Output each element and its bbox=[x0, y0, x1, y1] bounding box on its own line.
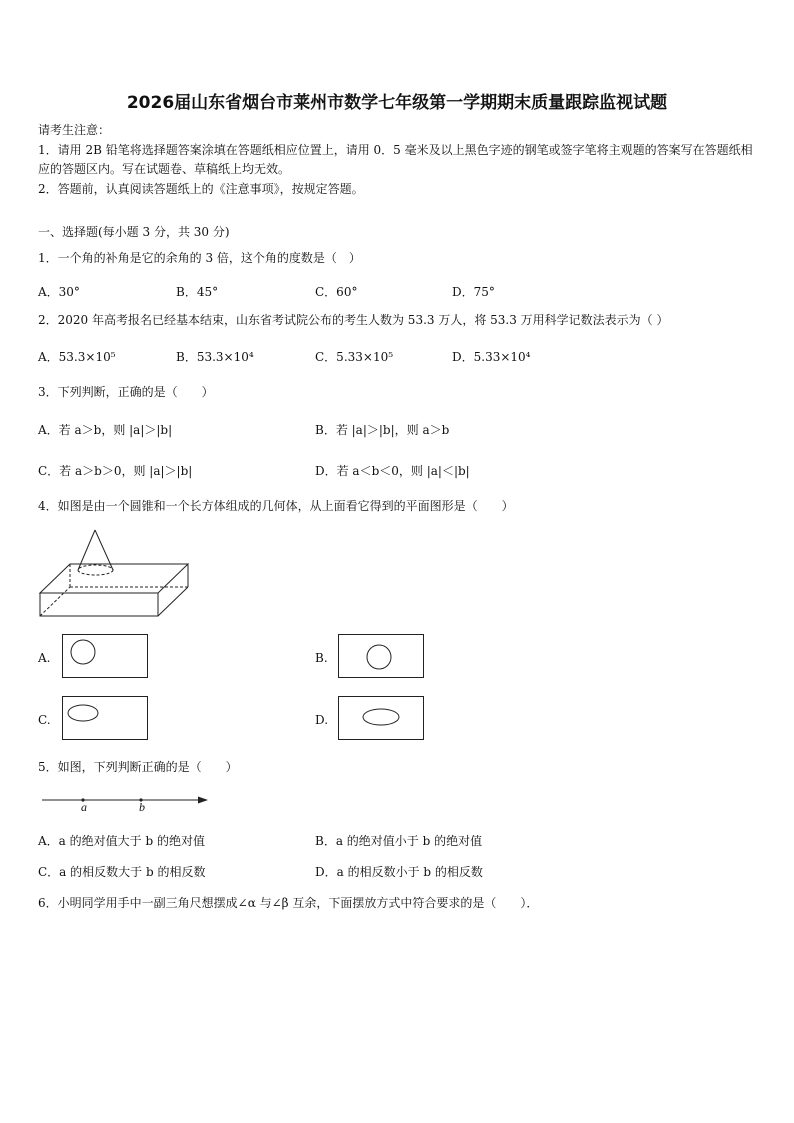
q2-stem: 2．2020 年高考报名已经基本结束，山东省考试院公布的考生人数为 53.3 万人，将 53.3 万用科学记数法表示为（ ） bbox=[38, 313, 669, 327]
q4-option-a-figure bbox=[62, 634, 148, 678]
q1-option-d: D．75° bbox=[452, 285, 495, 299]
q3-option-b: B．若 |a|＞|b|，则 a＞b bbox=[315, 423, 450, 437]
notice-heading: 请考生注意： bbox=[38, 123, 111, 137]
notice-item-2: 2．答题前，认真阅读答题纸上的《注意事项》，按规定答题。 bbox=[38, 182, 364, 196]
q4-option-c-figure bbox=[62, 696, 148, 740]
circle-shape bbox=[71, 640, 95, 664]
point-a-label: a bbox=[81, 800, 87, 814]
q1-option-a: A．30° bbox=[38, 285, 80, 299]
q5-stem: 5．如图，下列判断正确的是（ ） bbox=[38, 760, 238, 774]
q4-option-b-figure bbox=[338, 634, 424, 678]
circle-shape bbox=[367, 645, 391, 669]
q6-stem: 6．小明同学用手中一副三角尺想摆成∠α 与∠β 互余，下面摆放方式中符合要求的是（ ）． bbox=[38, 896, 539, 910]
q2-option-c: C．5.33×10⁵ bbox=[315, 350, 394, 364]
q1-stem: 1．一个角的补角是它的余角的 3 倍，这个角的度数是（ ） bbox=[38, 251, 361, 265]
q3-stem: 3．下列判断，正确的是（ ） bbox=[38, 385, 214, 399]
q1-option-c: C．60° bbox=[315, 285, 358, 299]
q3-option-a: A．若 a＞b，则 |a|＞|b| bbox=[38, 423, 173, 437]
q3-option-d: D．若 a＜b＜0，则 |a|＜|b| bbox=[315, 464, 470, 478]
notice-item-1: 1．请用 2B 铅笔将选择题答案涂填在答题纸相应位置上，请用 0．5 毫米及以上黑色字迹的钢笔或签字笔将主观题的答案写在答题纸相应的答题区内。写在试题卷、草稿纸上均无效。 bbox=[38, 143, 753, 176]
q4-label-c: C. bbox=[38, 713, 51, 727]
q1-option-b: B．45° bbox=[176, 285, 219, 299]
point-b-label: b bbox=[139, 800, 145, 814]
q2-option-b: B．53.3×10⁴ bbox=[176, 350, 254, 364]
q5-option-d: D．a 的相反数小于 b 的相反数 bbox=[315, 865, 483, 879]
ellipse-shape bbox=[363, 709, 399, 725]
q3-option-c: C．若 a＞b＞0，则 |a|＞|b| bbox=[38, 464, 193, 478]
q5-option-b: B．a 的绝对值小于 b 的绝对值 bbox=[315, 834, 483, 848]
q2-option-d: D．5.33×10⁴ bbox=[452, 350, 531, 364]
q4-label-d: D. bbox=[315, 713, 329, 727]
cone-cuboid-figure bbox=[38, 528, 190, 618]
q4-option-d-figure bbox=[338, 696, 424, 740]
q4-label-a: A. bbox=[38, 651, 51, 665]
q4-stem: 4．如图是由一个圆锥和一个长方体组成的几何体，从上面看它得到的平面图形是（ ） bbox=[38, 499, 514, 513]
number-line bbox=[40, 793, 212, 813]
q2-option-a: A．53.3×10⁵ bbox=[38, 350, 116, 364]
q5-option-c: C．a 的相反数大于 b 的相反数 bbox=[38, 865, 206, 879]
section-heading: 一、选择题(每小题 3 分，共 30 分) bbox=[38, 225, 230, 239]
ellipse-shape bbox=[68, 705, 98, 721]
page-title: 2026届山东省烟台市莱州市数学七年级第一学期期末质量跟踪监视试题 bbox=[126, 93, 668, 113]
q4-label-b: B. bbox=[315, 651, 328, 665]
q5-option-a: A．a 的绝对值大于 b 的绝对值 bbox=[38, 834, 205, 848]
